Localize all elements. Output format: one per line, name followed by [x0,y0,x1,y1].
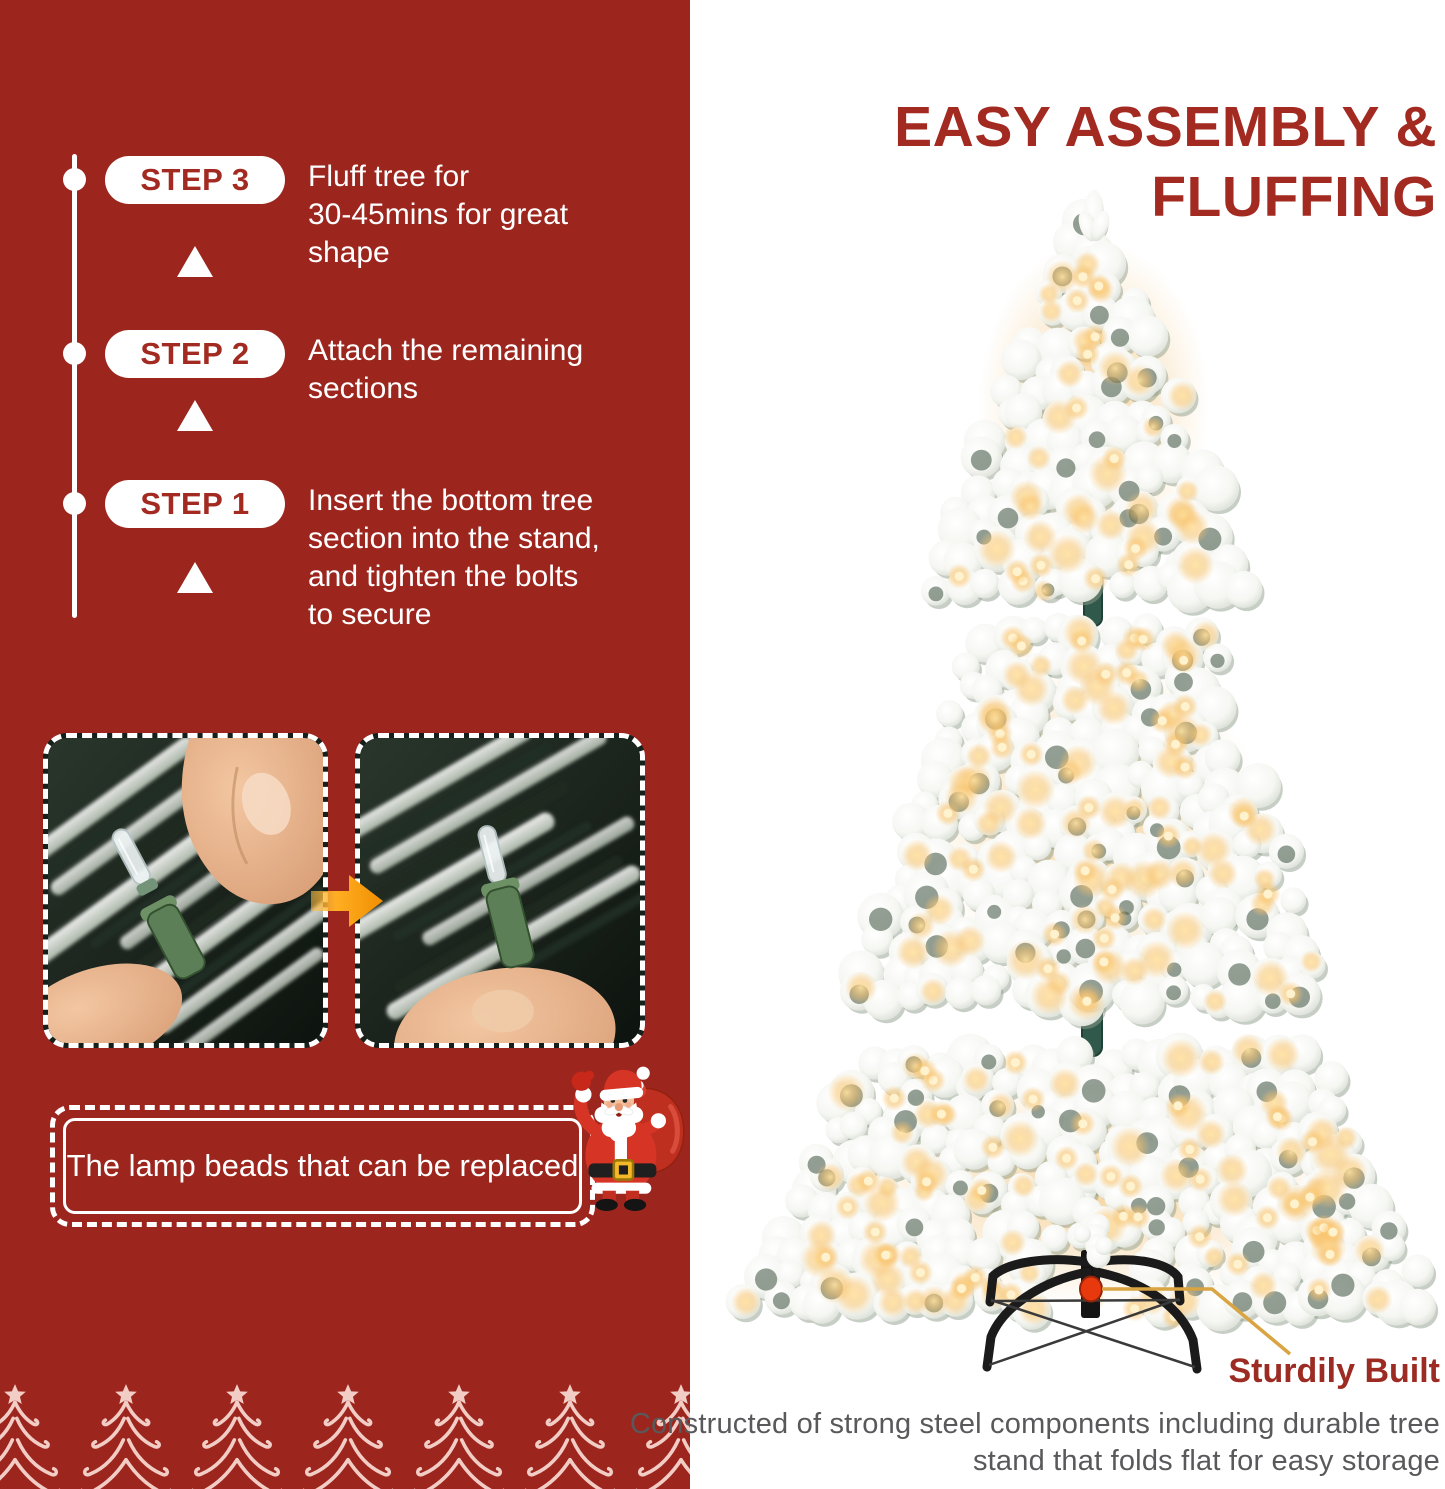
timeline-dot [63,342,86,365]
hat-pom [637,1067,650,1080]
photo-illustration [360,738,640,1043]
santa-boot [624,1199,646,1211]
step-3-line: shape [308,236,390,269]
step-3-pill [105,156,285,204]
step-3-description [308,158,678,272]
step-2-line: Attach the remaining [308,334,584,367]
step-1-pill [105,480,285,528]
timeline-line [72,154,77,618]
flocked-tree-exploded-view [690,175,1445,1389]
step-2-line: sections [308,372,419,405]
sturdily-built-description [630,1406,1440,1480]
assembly-steps-panel [0,0,690,1489]
step-3-line: 30-45mins for great [308,198,569,231]
fingernail [472,990,534,1033]
timeline-dot [63,492,86,515]
sturdily-built-label: Sturdily Built [1228,1352,1440,1390]
lamp-bead-photo-after [355,733,645,1048]
step-2-description [308,332,678,408]
title-line-2: FLUFFING [1151,165,1437,230]
stand-highlight-dot [1080,1277,1102,1302]
santa-boot [596,1199,618,1211]
timeline-dot [63,168,86,191]
triangle-up-icon [177,246,213,277]
callout-desc-line: stand that folds flat for easy storage [972,1445,1440,1477]
step-1-description [308,482,678,634]
step-1-line: and tighten the bolts [308,560,579,593]
step-2-label: STEP 2 [140,336,250,371]
photo-illustration [48,738,323,1043]
step-1-line: to secure [308,598,432,631]
step-2-pill [105,330,285,378]
lamp-bead-photo-before [43,733,328,1048]
arrow-right-icon [309,871,385,931]
step-3-line: Fluff tree for [308,160,470,193]
tree-foliage [726,199,1439,1334]
callout-desc-line: Constructed of strong steel components including durable tree [629,1408,1440,1440]
title-line-1: EASY ASSEMBLY & [894,95,1437,160]
step-1-line: Insert the bottom tree [308,484,594,517]
replaceable-beads-note-box [50,1105,595,1227]
step-3-label: STEP 3 [140,162,250,197]
step-1-line: section into the stand, [308,522,600,555]
santa-illustration [566,1060,692,1212]
triangle-up-icon [177,400,213,431]
step-1-label: STEP 1 [140,486,250,521]
note-text: The lamp beads that can be replaced [63,1118,582,1214]
triangle-up-icon [177,562,213,593]
christmas-tree-pattern [0,1383,690,1489]
